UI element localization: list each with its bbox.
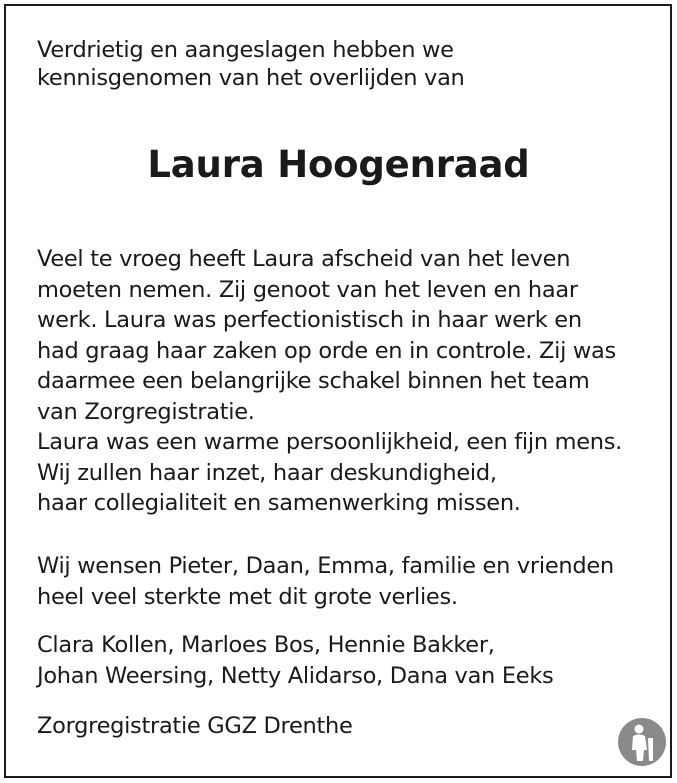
signatory-line: Johan Weersing, Netty Alidarso, Dana van Eeks <box>37 662 554 689</box>
body-line: Veel te vroeg heeft Laura afscheid van het leven <box>37 246 571 272</box>
body-line: moeten nemen. Zij genoot van het leven en haar <box>37 276 578 303</box>
organization: Zorgregistratie GGZ Drenthe <box>37 713 353 739</box>
deceased-name: Laura Hoogenraad <box>147 143 530 186</box>
body-line: haar collegialiteit en samenwerking missen. <box>37 490 521 516</box>
intro-text <box>37 36 465 92</box>
body-line: van Zorgregistratie. <box>37 398 255 425</box>
body-line: werk. Laura was perfectionistisch in haar werk en <box>37 307 582 333</box>
body-line: had graag haar zaken op orde en in controle. Zij was <box>37 337 616 364</box>
body-text <box>37 244 622 519</box>
intro-line: Verdrietig en aangeslagen hebben we <box>37 37 454 63</box>
body-line: Wij zullen haar inzet, haar deskundigheid, <box>37 459 497 486</box>
body-line: daarmee een belangrijke schakel binnen het team <box>37 368 590 394</box>
body-line: Laura was een warme persoonlijkheid, een fijn mens. <box>37 429 623 455</box>
wish-line: Wij wensen Pieter, Daan, Emma, familie en vrienden <box>37 553 614 579</box>
signatories <box>37 630 553 691</box>
intro-line: kennisgenomen van het overlijden van <box>37 65 465 91</box>
logo-head <box>635 725 644 734</box>
wish-line: heel veel sterkte met dit grote verlies. <box>37 583 458 610</box>
wish-text <box>37 551 614 612</box>
signatory-line: Clara Kollen, Marloes Bos, Hennie Bakker, <box>37 632 495 658</box>
memorial-logo-icon <box>617 717 667 767</box>
